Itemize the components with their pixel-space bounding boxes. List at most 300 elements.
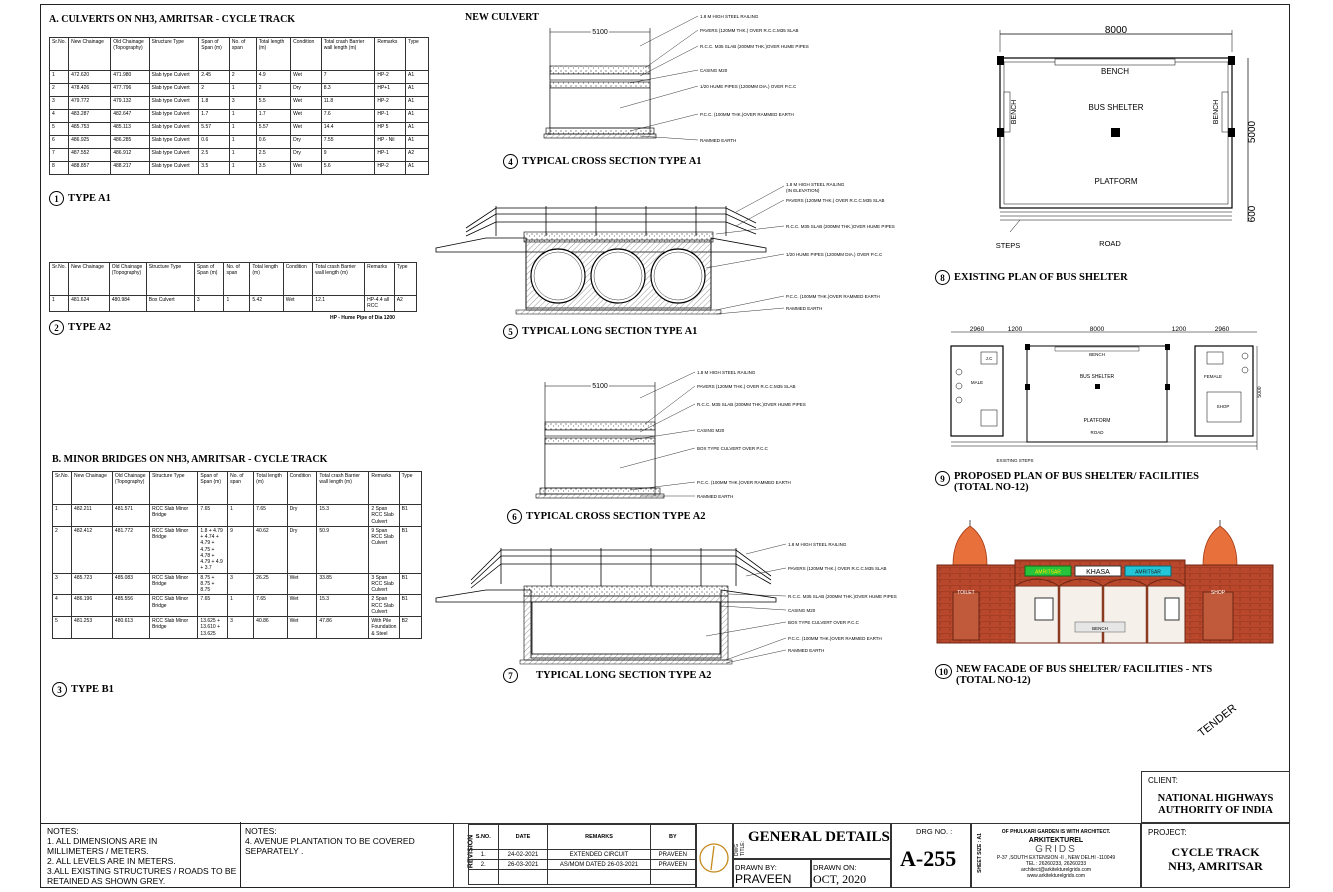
table-cell: 485.556 <box>112 595 149 617</box>
caption-text: TYPE A1 <box>68 193 111 204</box>
table-cell: 3 Span RCC Slab Culvert <box>369 573 399 595</box>
column-header: Remarks <box>365 263 395 296</box>
column-header: Total crash Barrier wall length (m) <box>317 472 369 505</box>
label-railing: 1.8 M HIGH STEEL RAILING <box>700 14 759 19</box>
table-cell: Wet <box>291 97 322 110</box>
label-railing-elev: (IN ELEVATION) <box>786 188 820 193</box>
type-a2-table <box>49 262 417 312</box>
caption-d7 <box>503 668 711 683</box>
table-cell: 1 <box>53 505 72 527</box>
table-cell: 488.217 <box>111 162 149 175</box>
road-label: ROAD <box>1099 239 1121 248</box>
table-cell: 482.412 <box>72 526 113 573</box>
column-header: Structure Type <box>146 263 194 296</box>
notes-title: NOTES: <box>47 826 79 836</box>
label-pavers: PAVERS (120MM THK.) OVER R.C.C.M35 SLAB <box>697 384 796 389</box>
table-cell: 483.287 <box>69 110 111 123</box>
firm-name-1: ARKITEKTUREL <box>1028 837 1084 844</box>
table-cell: Wet <box>287 573 317 595</box>
caption-subtext: (TOTAL NO-12) <box>956 675 1031 686</box>
column-header: Structure Type <box>150 472 198 505</box>
table-cell: RCC Slab Minor Bridge <box>150 573 198 595</box>
column-header: Structure Type <box>149 38 199 71</box>
caption-number: 7 <box>503 668 518 683</box>
table-cell: 47.86 <box>317 617 369 639</box>
client-cell <box>1141 771 1290 823</box>
table-cell: 5.5 <box>256 97 290 110</box>
table-cell: 9 <box>321 149 375 162</box>
notes-title: NOTES: <box>245 826 277 836</box>
caption-d5 <box>503 324 697 339</box>
column-header: Span of Span (m) <box>198 472 228 505</box>
table-row <box>53 595 422 617</box>
caption-d4 <box>503 154 702 169</box>
caption-number: 9 <box>935 471 950 486</box>
table-cell: 486.285 <box>111 136 149 149</box>
column-header: Old Chainage (Topography) <box>109 263 146 296</box>
caption-text: TYPICAL LONG SECTION TYPE A1 <box>522 326 698 337</box>
column-header: No. of span <box>229 38 256 71</box>
table-cell: Wet <box>283 296 313 312</box>
label-pcc: P.C.C. (100MM THK.)OVER RAMMED EARTH <box>700 112 794 117</box>
existing-steps-label: EXISTING STEPS <box>996 458 1034 463</box>
table-row <box>50 296 417 312</box>
table-cell: RCC Slab Minor Bridge <box>150 617 198 639</box>
firm-web: www.arkitekturelgrids.com <box>1026 873 1086 879</box>
revision-cell <box>650 870 695 885</box>
bridges-table <box>52 471 422 639</box>
bus-shelter-label: BUS SHELTER <box>1079 374 1115 380</box>
dwg-title: GENERAL DETAILS <box>748 829 890 845</box>
label-rcc-slab: R.C.C. M35 SLAB (200MM THK.)OVER HUME PIPES <box>788 594 897 599</box>
drawn-by: PRAVEEN <box>735 872 792 886</box>
culverts-table <box>49 37 429 175</box>
caption-number: 3 <box>52 682 67 697</box>
table-cell: 2 <box>199 84 230 97</box>
table-cell: 6 <box>50 136 69 149</box>
shop-label: SHOP <box>1216 404 1230 409</box>
facade-bus-shelter-drawing <box>935 520 1275 650</box>
label-pavers: PAVERS (120MM THK.) OVER R.C.C.M35 SLAB <box>786 198 885 203</box>
table-cell: B2 <box>399 617 421 639</box>
table-cell: 1 <box>229 149 256 162</box>
table-cell: Slab type Culvert <box>149 84 199 97</box>
table-cell: Wet <box>291 110 322 123</box>
label-hume: 1/20 HUME PIPES (1200MM DIA.) OVER P.C.C <box>786 252 883 257</box>
column-header: Condition <box>287 472 317 505</box>
cross-section-a2-drawing <box>520 368 806 508</box>
toilet-sign: TOILET <box>957 590 975 596</box>
table-cell: Wet <box>291 162 322 175</box>
column-header: Total length (m) <box>256 38 290 71</box>
platform-label: PLATFORM <box>1094 177 1138 186</box>
table-cell: RCC Slab Minor Bridge <box>150 595 198 617</box>
table-cell: 4 <box>50 110 69 123</box>
label-earth: RAMMED EARTH <box>786 306 823 311</box>
table-row <box>53 505 422 527</box>
column-header: Old Chainage (Topography) <box>111 38 149 71</box>
jc-label: J.C <box>985 356 993 361</box>
table-cell: 15.3 <box>317 505 369 527</box>
table-cell: 2.45 <box>199 71 230 84</box>
dim-5100: 5100 <box>592 29 608 36</box>
table-row <box>50 84 429 97</box>
revision-cell: PRAVEEN <box>650 860 695 870</box>
table-row <box>50 71 429 84</box>
bench-label: BENCH <box>1089 352 1105 357</box>
table-cell: A1 <box>405 136 428 149</box>
dwg-title-label: DWG TITLE: <box>734 840 746 856</box>
road-label: ROAD <box>1090 430 1104 435</box>
hp-footnote: HP - Hume Pipe of Dia 1200 <box>330 315 395 321</box>
table-cell: 480.984 <box>109 296 146 312</box>
label-railing: 1.8 M HIGH STEEL RAILING <box>786 182 845 187</box>
table-cell: A1 <box>405 123 428 136</box>
drawn-on-label: DRAWN ON: <box>813 863 857 872</box>
table-cell: 3 <box>50 97 69 110</box>
column-header: Remarks <box>369 472 399 505</box>
table-cell: HP-2 <box>375 162 406 175</box>
client-label: CLIENT: <box>1148 776 1178 785</box>
project-label: PROJECT: <box>1148 828 1187 837</box>
column-header: Total crash Barrier wall length (m) <box>313 263 365 296</box>
caption-text: TYPE A2 <box>68 322 111 333</box>
table-cell: HP+1 <box>375 84 406 97</box>
bench-label: BENCH <box>1092 626 1108 631</box>
table-cell: 488.857 <box>69 162 111 175</box>
caption-number: 8 <box>935 270 950 285</box>
table-cell: 2 <box>256 84 290 97</box>
table-cell: 5.57 <box>199 123 230 136</box>
new-culvert-title: NEW CULVERT <box>465 12 539 23</box>
caption-type-b1 <box>52 682 114 697</box>
table-cell: A1 <box>405 84 428 97</box>
revision-row <box>469 860 696 870</box>
table-cell: 2.5 <box>256 149 290 162</box>
table-cell: 7.65 <box>254 505 287 527</box>
dim-5000-proposed: 5000 <box>1257 386 1263 398</box>
table-cell: 8.75 + 8.75 + 8.75 <box>198 573 228 595</box>
amritsar-sign-green: AMRITSAR <box>1035 569 1061 576</box>
revision-cell: 1. <box>469 850 499 860</box>
label-casing: CASING M20 <box>697 428 725 433</box>
table-row <box>53 617 422 639</box>
table-cell: A2 <box>394 296 416 312</box>
table-cell: 479.772 <box>69 97 111 110</box>
shop-sign: SHOP <box>1210 590 1226 596</box>
revision-cell <box>469 870 499 885</box>
table-cell: Slab type Culvert <box>149 123 199 136</box>
dim-5100: 5100 <box>592 383 608 390</box>
table-cell: 3 <box>229 97 256 110</box>
male-label: MALE <box>970 380 984 385</box>
table-cell: 471.980 <box>111 71 149 84</box>
table-cell: 486.196 <box>72 595 113 617</box>
table-cell: HP-1 <box>375 149 406 162</box>
table-cell: 478.426 <box>69 84 111 97</box>
drg-no: A-255 <box>900 846 957 871</box>
table-cell: 1 <box>50 296 69 312</box>
logo-cell <box>696 823 733 888</box>
female-label: FEMALE <box>1203 374 1223 379</box>
table-cell: 1.7 <box>199 110 230 123</box>
column-header: Condition <box>291 38 322 71</box>
revision-table <box>468 824 696 885</box>
table-header-row <box>50 263 417 296</box>
revision-row <box>469 850 696 860</box>
revision-label: REVISION <box>467 834 475 869</box>
caption-text: NEW FACADE OF BUS SHELTER/ FACILITIES - NTS <box>956 664 1213 675</box>
label-earth: RAMMED EARTH <box>700 138 737 143</box>
table-cell: HP - Nil <box>375 136 406 149</box>
table-cell: 40.62 <box>254 526 287 573</box>
architect-line: OF PHULKARI GARDEN IS WITH ARCHITECT. <box>1001 829 1111 835</box>
table-cell: Wet <box>291 123 322 136</box>
table-cell: 487.552 <box>69 149 111 162</box>
column-header: Total length (m) <box>254 472 287 505</box>
table-cell: HP-4.4 all RCC <box>365 296 395 312</box>
table-cell: 7.6 <box>321 110 375 123</box>
table-cell: 486.925 <box>69 136 111 149</box>
revision-cell: 26-03-2021 <box>498 860 548 870</box>
table-cell: 1.7 <box>256 110 290 123</box>
table-cell: HP-1 <box>375 110 406 123</box>
table-cell: 1 <box>229 136 256 149</box>
table-cell: 33.85 <box>317 573 369 595</box>
table-cell: Slab type Culvert <box>149 110 199 123</box>
table-cell: A1 <box>405 71 428 84</box>
revision-cell <box>548 870 650 885</box>
long-section-a2-drawing <box>436 536 897 666</box>
column-header: Span of Span (m) <box>199 38 230 71</box>
table-cell: 40.86 <box>254 617 287 639</box>
column-header: Type <box>394 263 416 296</box>
table-cell: 1 <box>229 123 256 136</box>
table-cell: 2.5 <box>199 149 230 162</box>
table-row <box>53 573 422 595</box>
notes-block-2 <box>245 826 415 856</box>
caption-text: EXISTING PLAN OF BUS SHELTER <box>954 272 1128 283</box>
architect-cell <box>971 823 1141 888</box>
dim-600: 600 <box>1247 205 1258 223</box>
culverts-title: A. CULVERTS ON NH3, AMRITSAR - CYCLE TRACK <box>49 14 296 25</box>
dim-1200-right: 1200 <box>1171 326 1187 333</box>
caption-subtext: (TOTAL NO-12) <box>954 482 1029 493</box>
revision-cell: EXTENDED CIRCUIT <box>548 850 650 860</box>
column-header: New Chainage <box>69 263 110 296</box>
table-cell: 5.6 <box>321 162 375 175</box>
table-cell: 50.9 <box>317 526 369 573</box>
caption-text: TYPICAL LONG SECTION TYPE A2 <box>536 670 712 681</box>
label-box: BOX TYPE CULVERT OVER P.C.C <box>697 446 768 451</box>
table-cell: 7.65 <box>198 595 228 617</box>
table-cell: 9 Span RCC Slab Culvert <box>369 526 399 573</box>
revision-cell: 24-02-2021 <box>498 850 548 860</box>
table-cell: Wet <box>291 71 322 84</box>
table-cell: 479.132 <box>111 97 149 110</box>
table-cell: 7 <box>50 149 69 162</box>
column-header: Total length (m) <box>250 263 283 296</box>
drawn-on-cell <box>811 859 891 888</box>
table-cell: Dry <box>291 136 322 149</box>
steps-label: STEPS <box>995 241 1021 250</box>
label-rcc-slab: R.C.C. M35 SLAB (200MM THK.)OVER HUME PIPES <box>700 44 809 49</box>
revision-column-header: REMARKS <box>548 825 650 850</box>
amritsar-sign-cyan: AMRITSAR <box>1135 569 1161 576</box>
table-cell: 7.55 <box>321 136 375 149</box>
bench-right-label: BENCH <box>1213 99 1220 125</box>
caption-d10 <box>935 664 1212 686</box>
revision-column-header: BY <box>650 825 695 850</box>
drawn-by-cell <box>733 859 811 888</box>
column-header: Sr.No. <box>50 38 69 71</box>
table-cell: 3 <box>194 296 224 312</box>
table-cell: RCC Slab Minor Bridge <box>150 526 198 573</box>
table-cell: 2 <box>229 71 256 84</box>
table-cell: HP 5 <box>375 123 406 136</box>
label-pcc: P.C.C. (100MM THK.)OVER RAMMED EARTH <box>697 480 791 485</box>
table-cell: 15.3 <box>317 595 369 617</box>
revision-cell: PRAVEEN <box>650 850 695 860</box>
column-header: Total crash Barrier wall length (m) <box>321 38 375 71</box>
caption-number: 5 <box>503 324 518 339</box>
table-cell: 0.6 <box>199 136 230 149</box>
caption-d9 <box>935 471 1199 493</box>
dim-2960-right: 2960 <box>1214 326 1230 333</box>
table-cell: 486.912 <box>111 149 149 162</box>
dwg-title-cell <box>733 823 891 859</box>
table-row <box>50 110 429 123</box>
caption-type-a2 <box>49 320 111 335</box>
column-header: No. of span <box>228 472 254 505</box>
table-cell: 5.42 <box>250 296 283 312</box>
project-name: CYCLE TRACK NH3, AMRITSAR <box>1168 845 1263 873</box>
table-cell: 2 <box>50 84 69 97</box>
table-row <box>50 123 429 136</box>
caption-number: 6 <box>507 509 522 524</box>
table-cell: 7.65 <box>254 595 287 617</box>
table-cell: 477.796 <box>111 84 149 97</box>
dim-5000: 5000 <box>1247 120 1258 144</box>
column-header: Sr.No. <box>53 472 72 505</box>
table-cell: 5.57 <box>256 123 290 136</box>
revision-column-header: S.NO. <box>469 825 499 850</box>
project-cell <box>1141 823 1290 888</box>
notes-lines: 4. AVENUE PLANTATION TO BE COVERED SEPARATELY . <box>245 836 415 856</box>
dim-8000: 8000 <box>1104 25 1128 36</box>
label-earth: RAMMED EARTH <box>697 494 734 499</box>
dim-1200-left: 1200 <box>1007 326 1023 333</box>
cross-section-a1-drawing <box>520 10 809 150</box>
caption-number: 1 <box>49 191 64 206</box>
table-cell: 0.6 <box>256 136 290 149</box>
caption-text: TYPICAL CROSS SECTION TYPE A1 <box>522 156 702 167</box>
revision-header-row <box>469 825 696 850</box>
table-row <box>50 136 429 149</box>
table-cell: 3 <box>228 617 254 639</box>
column-header: Remarks <box>375 38 406 71</box>
table-cell: 1 <box>229 162 256 175</box>
label-hume: 1/20 HUME PIPES (1200MM DIA.) OVER P.C.C <box>700 84 797 89</box>
revision-cell: AS/MOM DATED 26-03-2021 <box>548 860 650 870</box>
drg-no-cell <box>891 823 983 888</box>
bridges-title: B. MINOR BRIDGES ON NH3, AMRITSAR - CYCLE TRACK <box>52 454 328 465</box>
label-rcc-slab: R.C.C. M35 SLAB (200MM THK.)OVER HUME PIPES <box>786 224 895 229</box>
table-cell: Dry <box>291 84 322 97</box>
caption-text: PROPOSED PLAN OF BUS SHELTER/ FACILITIES <box>954 471 1199 482</box>
table-cell: 485.083 <box>112 573 149 595</box>
caption-type-a1 <box>49 191 111 206</box>
platform-label: PLATFORM <box>1083 418 1111 424</box>
client-name: NATIONAL HIGHWAYS AUTHORITY OF INDIA <box>1157 793 1274 816</box>
table-header-row <box>50 38 429 71</box>
table-cell: Dry <box>291 149 322 162</box>
drg-no-label: DRG NO. : <box>916 827 953 836</box>
table-cell: 1 <box>228 505 254 527</box>
column-header: Old Chainage (Topography) <box>112 472 149 505</box>
table-cell: Slab type Culvert <box>149 149 199 162</box>
dim-8000-proposed: 8000 <box>1089 326 1105 333</box>
table-cell: 482.647 <box>111 110 149 123</box>
table-cell: 11.8 <box>321 97 375 110</box>
table-cell: 481.571 <box>112 505 149 527</box>
notes-block-1 <box>47 826 236 886</box>
table-cell: 1.8 + 4.79 + 4.74 + 4.79 + 4.75 + 4.78 + 4.79 + 4.9 + 3.7 <box>198 526 228 573</box>
table-cell: A2 <box>405 149 428 162</box>
caption-text: TYPICAL CROSS SECTION TYPE A2 <box>526 511 706 522</box>
table-cell: A1 <box>405 162 428 175</box>
table-cell: 1 <box>229 84 256 97</box>
bench-left-label: BENCH <box>1011 99 1018 125</box>
table-cell: Wet <box>287 595 317 617</box>
table-cell: 1.8 <box>199 97 230 110</box>
table-cell: 485.753 <box>69 123 111 136</box>
table-cell: 481.253 <box>72 617 113 639</box>
table-cell: 472.620 <box>69 71 111 84</box>
label-rcc-slab: R.C.C. M35 SLAB (200MM THK.)OVER HUME PIPES <box>697 402 806 407</box>
table-cell: Slab type Culvert <box>149 97 199 110</box>
table-cell: 26.25 <box>254 573 287 595</box>
firm-name-2: GRIDS <box>1035 844 1077 855</box>
column-header: Type <box>405 38 428 71</box>
label-pavers: PAVERS (120MM THK.) OVER R.C.C.M35 SLAB <box>700 28 799 33</box>
table-cell: 3.5 <box>199 162 230 175</box>
label-pavers: PAVERS (120MM THK.) OVER R.C.C.M35 SLAB <box>788 566 887 571</box>
table-row <box>50 149 429 162</box>
table-cell: A1 <box>405 110 428 123</box>
caption-number: 10 <box>935 664 952 679</box>
table-cell: 2 <box>53 526 72 573</box>
table-cell: 4 <box>53 595 72 617</box>
table-cell: HP-2 <box>375 97 406 110</box>
notes-divider <box>240 822 241 888</box>
table-cell: 2 Span RCC Slab Culvert <box>369 595 399 617</box>
column-header: New Chainage <box>69 38 111 71</box>
label-casing: CASING M20 <box>700 68 728 73</box>
table-cell: HP-2 <box>375 71 406 84</box>
table-cell: 4.9 <box>256 71 290 84</box>
existing-bus-shelter-plan <box>980 22 1270 262</box>
table-cell: 12.1 <box>313 296 365 312</box>
sheet-size: SHEET SIZE : A1 <box>977 833 983 873</box>
table-cell: 481.624 <box>69 296 110 312</box>
table-cell: Dry <box>287 526 317 573</box>
table-cell: Wet <box>287 617 317 639</box>
table-cell: 1 <box>224 296 250 312</box>
table-cell: Slab type Culvert <box>149 71 199 84</box>
revision-block <box>453 823 696 888</box>
table-cell: With Pile Foundation & Steel <box>369 617 399 639</box>
